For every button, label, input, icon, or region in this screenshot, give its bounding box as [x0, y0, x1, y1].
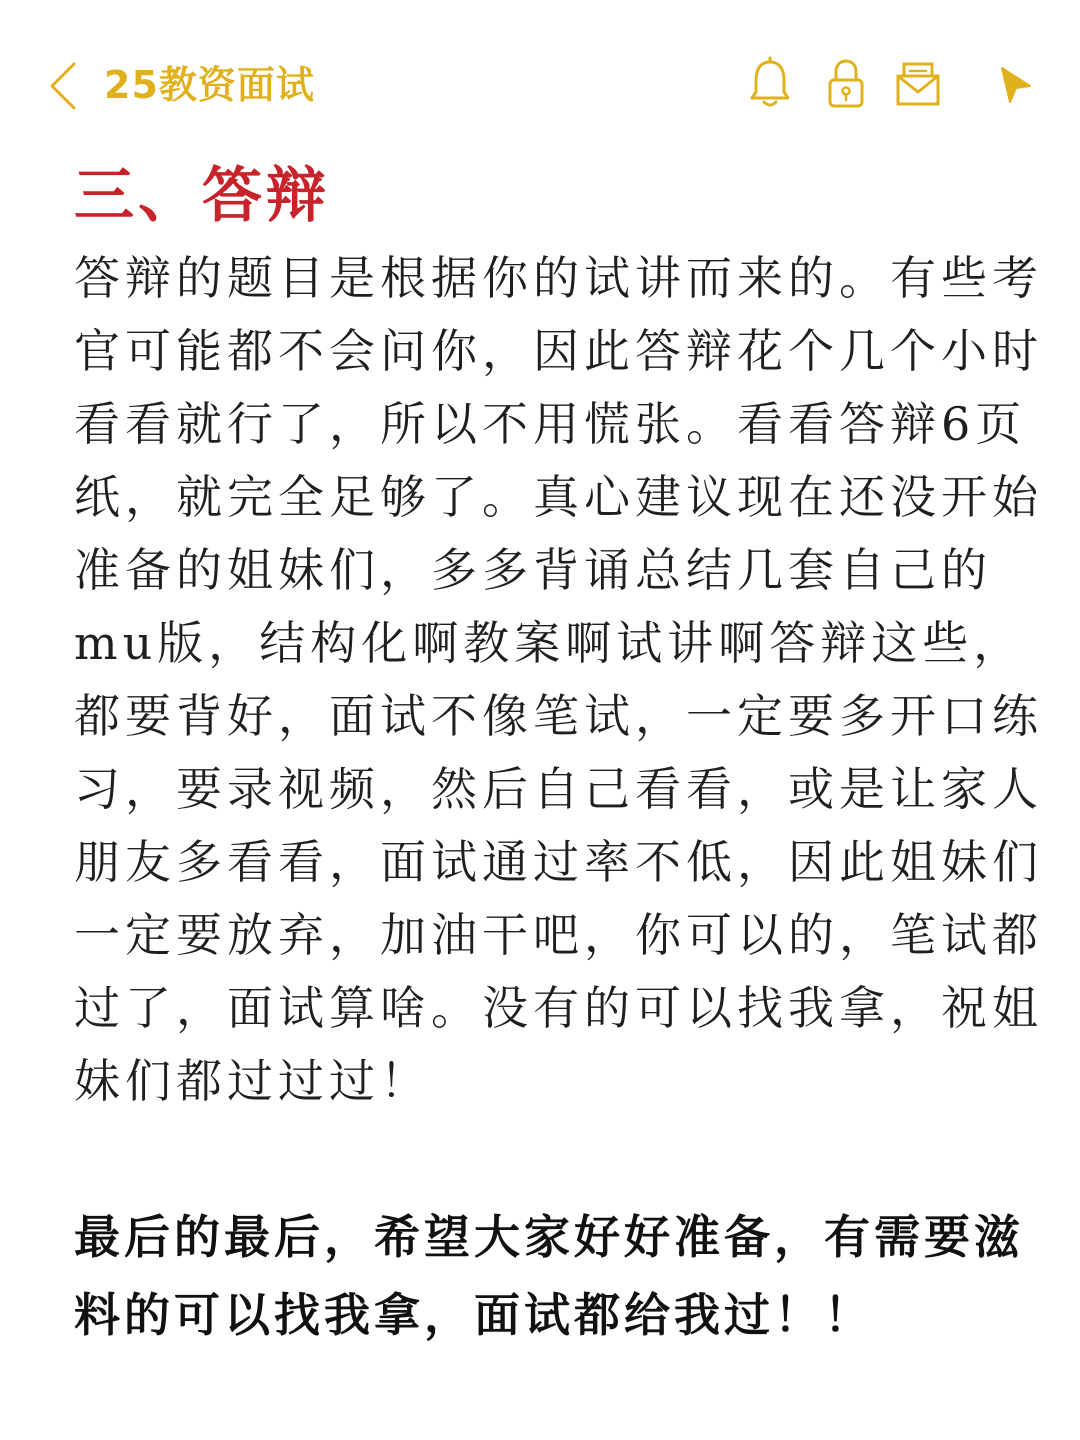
mail-button[interactable]: [894, 56, 942, 112]
top-nav-bar: [0, 40, 1080, 130]
back-button[interactable]: [44, 58, 84, 114]
cursor-arrow-icon: [996, 56, 1036, 112]
cursor-button[interactable]: [996, 56, 1036, 112]
section-heading: 三、答辩: [74, 161, 330, 231]
bell-button[interactable]: [748, 56, 792, 112]
article-content: [74, 156, 1054, 1354]
mail-icon: [894, 56, 942, 112]
lock-icon: [824, 56, 868, 112]
closing-text: 最后的最后，希望大家好好准备，有需要滋料的可以找我拿，面试都给我过！！: [74, 1210, 1024, 1342]
bell-icon: [748, 56, 792, 112]
section-body-text: 答辩的题目是根据你的试讲而来的。有些考官可能都不会问你，因此答辩花个几个小时看看就行了，所以不用慌张。看看答辩6页纸，就完全足够了。真心建议现在还没开始准备的姐妹们，多多背诵总结几套自己的mu版，结构化啊教案啊试讲啊答辩这些，都要背好，面试不像笔试，一定要多开口练习，要录视频，然后自己看看，或是让家人朋友多看看，面试通过率不低，因此姐妹们一定要放弃，加油干吧，你可以的，笔试都过了，面试算啥。没有的可以找我拿，祝姐妹们都过过过！: [74, 251, 1043, 1108]
lock-button[interactable]: [824, 56, 868, 112]
chevron-left-icon: [44, 58, 84, 114]
nav-title: 25教资面试: [104, 63, 315, 107]
